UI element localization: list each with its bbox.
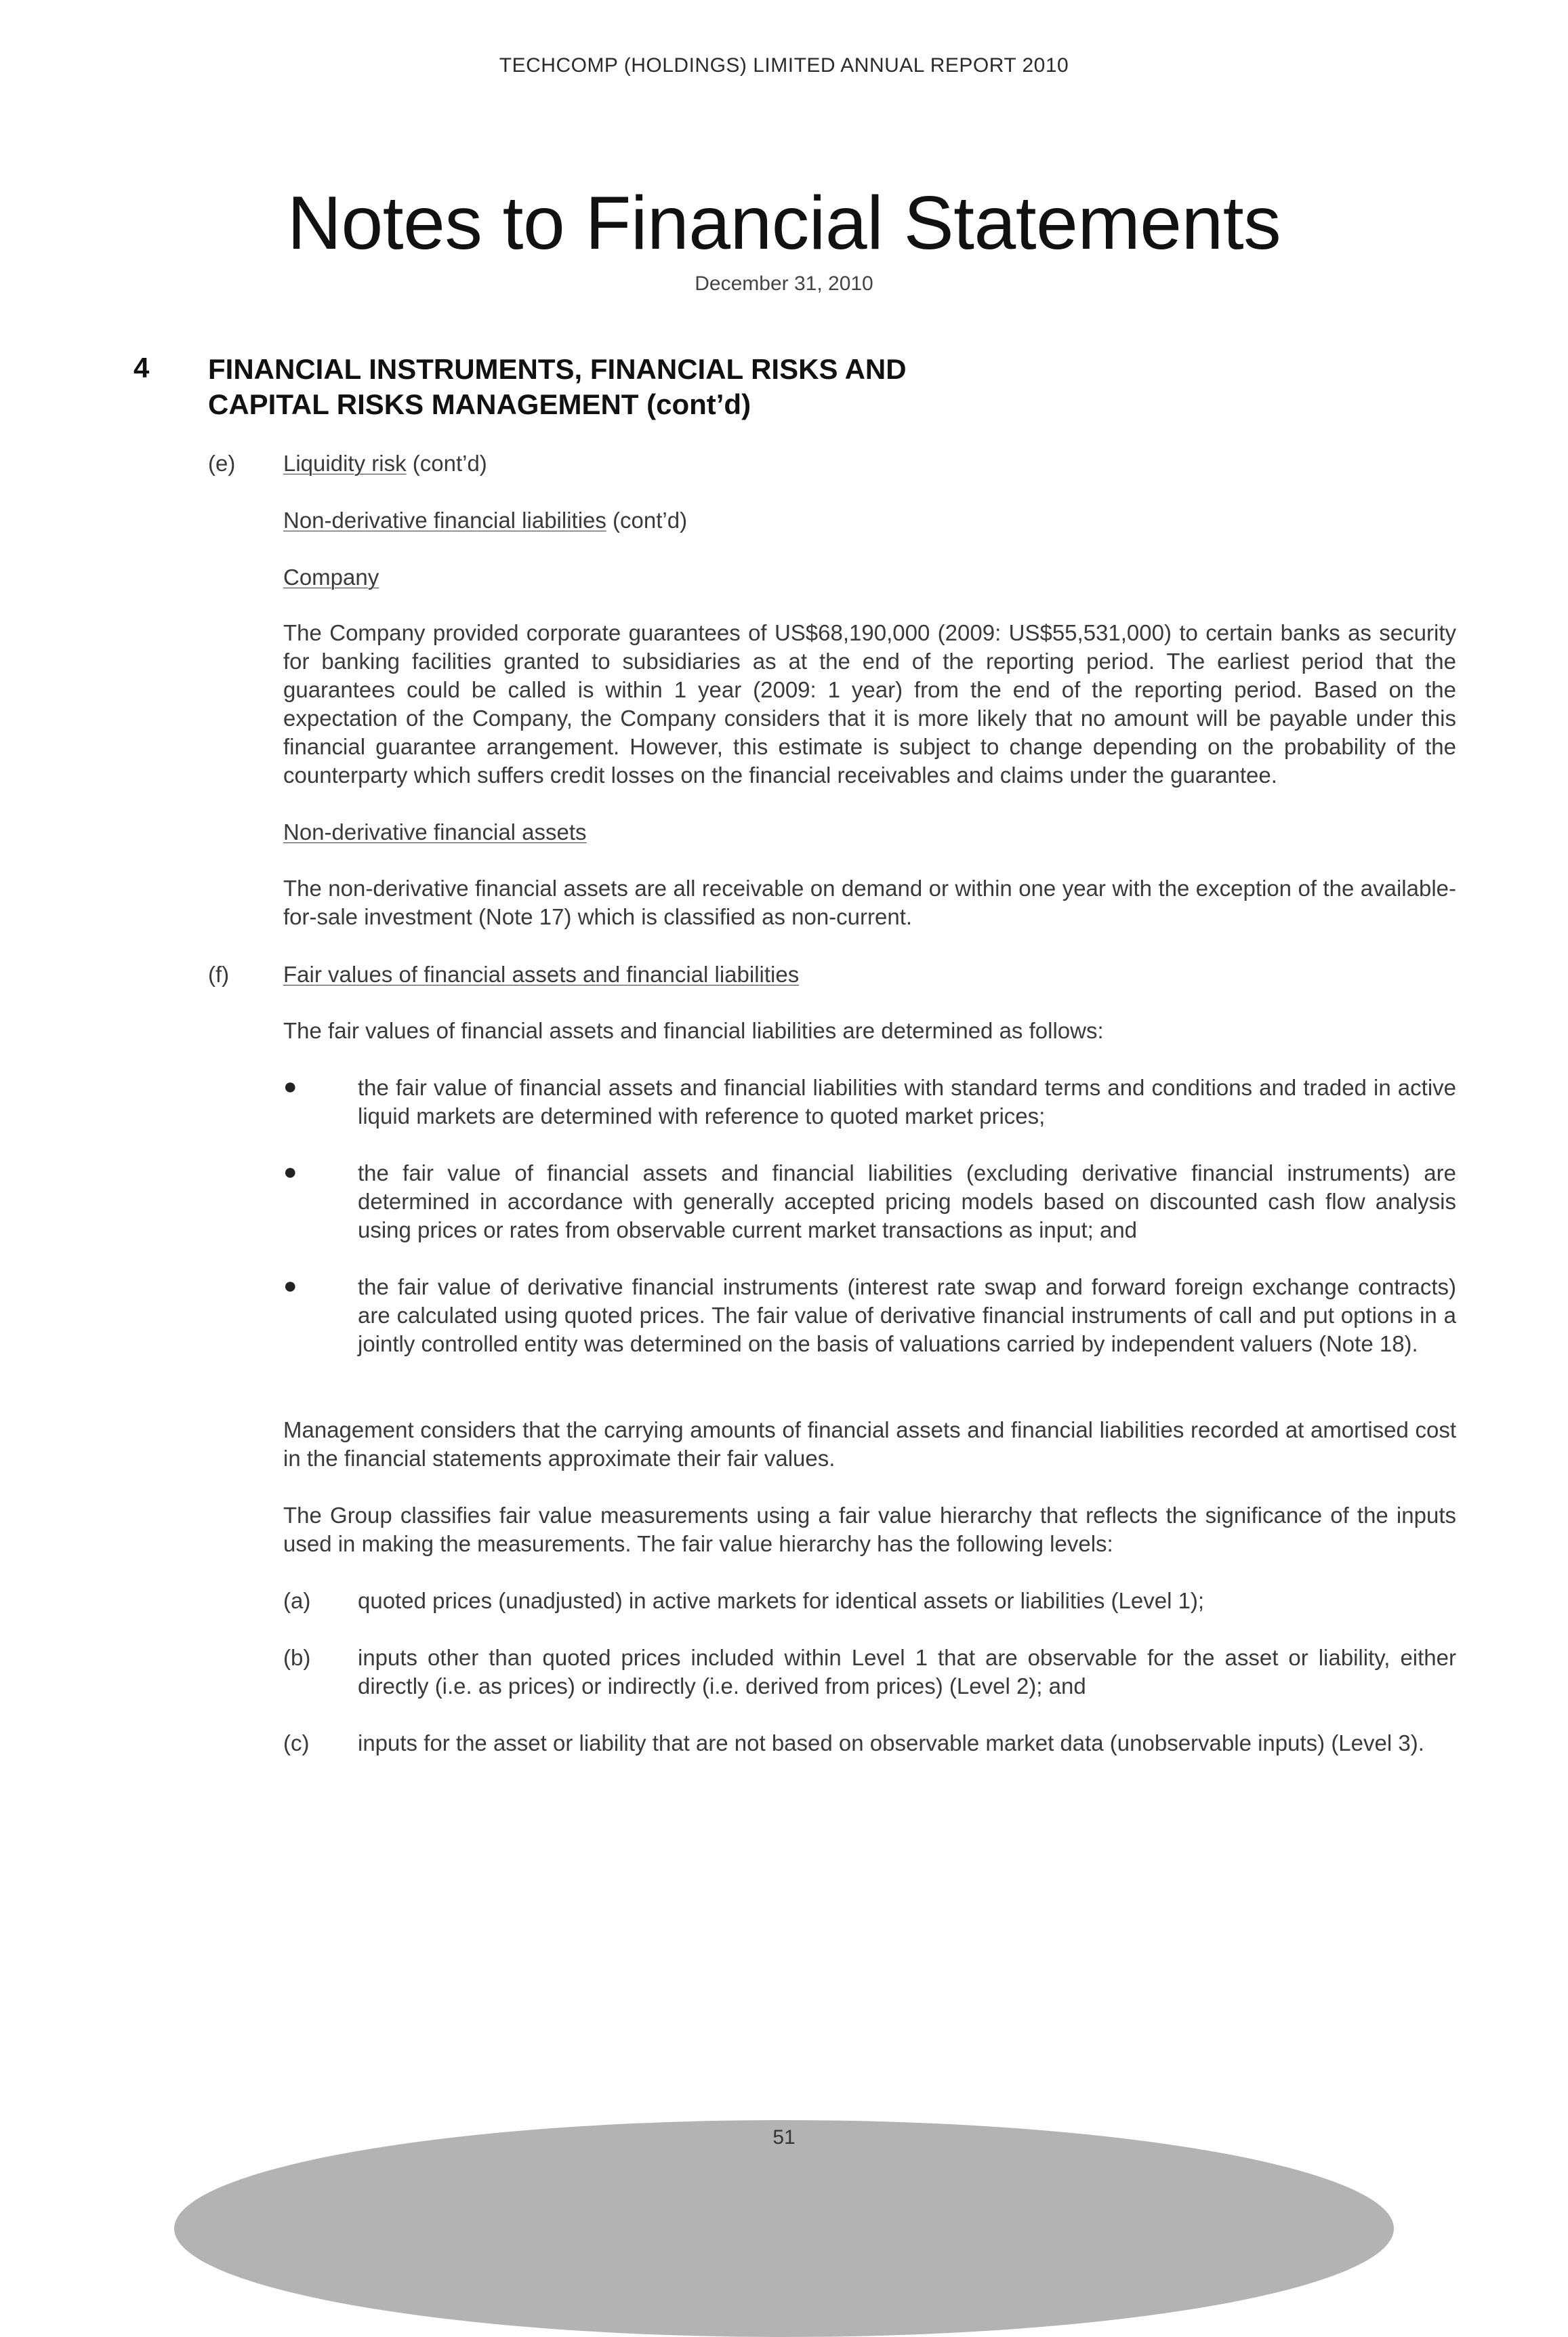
running-head: TECHCOMP (HOLDINGS) LIMITED ANNUAL REPORT 2010: [499, 54, 1069, 77]
fair-values-heading: [283, 962, 799, 988]
level-item: inputs other than quoted prices included within Level 1 that are observable for the asset or liability, either directly (i.e. as prices) or indirectly (i.e. derived from prices) (Level 2); and: [358, 1645, 1456, 1699]
bullet-icon: ●: [283, 1273, 297, 1299]
non-derivative-assets-title: Non-derivative financial assets: [283, 819, 587, 845]
non-derivative-liabilities-suffix: (cont’d): [606, 508, 688, 533]
bullet-icon: ●: [283, 1074, 297, 1099]
company-guarantee-paragraph: The Company provided corporate guarantees of US$68,190,000 (2009: US$55,531,000) to certain banks as security for banking facilities granted to subsidiaries as at the end of the reporting period. The earliest period that the guarantees could be called is within 1 year (2009: 1 year) from the end of the reporting period. Based on the expectation of the Company, the Company considers that it is more likely that no amount will be payable under this financial guarantee arrangement. However, this estimate is subject to change depending on the probability of the counterparty which suffers credit losses on the financial receivables and claims under the guarantee.: [283, 620, 1456, 788]
level-label: (a): [283, 1588, 311, 1613]
liquidity-risk-suffix: (cont’d): [406, 451, 487, 476]
management-paragraph: Management considers that the carrying amounts of financial assets and financial liabilities recorded at amortised cost in the financial statements approximate their fair values.: [283, 1417, 1456, 1471]
company-heading: [283, 565, 379, 590]
sub-e-label: (e): [208, 451, 236, 476]
level-label: (b): [283, 1645, 311, 1670]
hierarchy-paragraph: The Group classifies fair value measurements using a fair value hierarchy that reflects the significance of the inputs used in making the measurements. The fair value hierarchy has the following levels:: [283, 1503, 1456, 1556]
section-title-line1: FINANCIAL INSTRUMENTS, FINANCIAL RISKS AND: [208, 353, 907, 385]
sub-f-label: (f): [208, 962, 230, 987]
footer-band: [174, 2120, 1394, 2337]
sub-e-heading: [283, 451, 487, 476]
company-heading-text: Company: [283, 565, 379, 590]
bullet-item: the fair value of financial assets and financial liabilities with standard terms and conditions and traded in active liquid markets are determined with reference to quoted market prices;: [358, 1075, 1456, 1129]
non-derivative-assets-heading: [283, 819, 587, 845]
non-derivative-assets-paragraph: The non-derivative financial assets are all receivable on demand or within one year with the exception of the available-for-sale investment (Note 17) which is classified as non-current.: [283, 876, 1456, 929]
section-title: [208, 352, 907, 422]
page-title: Notes to Financial Statements: [287, 181, 1281, 265]
bullet-item: the fair value of derivative financial instruments (interest rate swap and forward foreign exchange contracts) are calculated using quoted prices. The fair value of derivative financial instruments of call and put options in a jointly controlled entity was determined on the basis of valuations carried by independent valuers (Note 18).: [358, 1274, 1456, 1356]
fair-values-intro: The fair values of financial assets and financial liabilities are determined as follows:: [283, 1018, 1104, 1043]
page-number: 51: [772, 2126, 796, 2149]
liquidity-risk-heading: Liquidity risk: [283, 451, 407, 476]
non-derivative-liabilities-title: Non-derivative financial liabilities: [283, 508, 606, 533]
non-derivative-liabilities-heading: [283, 508, 687, 533]
fair-values-heading-text: Fair values of financial assets and financial liabilities: [283, 962, 800, 987]
page-date: December 31, 2010: [695, 272, 873, 295]
level-label: (c): [283, 1730, 310, 1755]
section-number: 4: [133, 352, 150, 384]
level-item: quoted prices (unadjusted) in active markets for identical assets or liabilities (Level 1);: [358, 1588, 1205, 1613]
bullet-item: the fair value of financial assets and financial liabilities (excluding derivative financial instruments) are determined in accordance with generally accepted pricing models based on discounted cash flow analysis using prices or rates from observable current market transactions as input; and: [358, 1160, 1456, 1242]
bullet-icon: ●: [283, 1159, 297, 1185]
section-title-line2: CAPITAL RISKS MANAGEMENT (cont’d): [208, 388, 751, 420]
level-item: inputs for the asset or liability that are not based on observable market data (unobservable inputs) (Level 3).: [358, 1730, 1424, 1755]
